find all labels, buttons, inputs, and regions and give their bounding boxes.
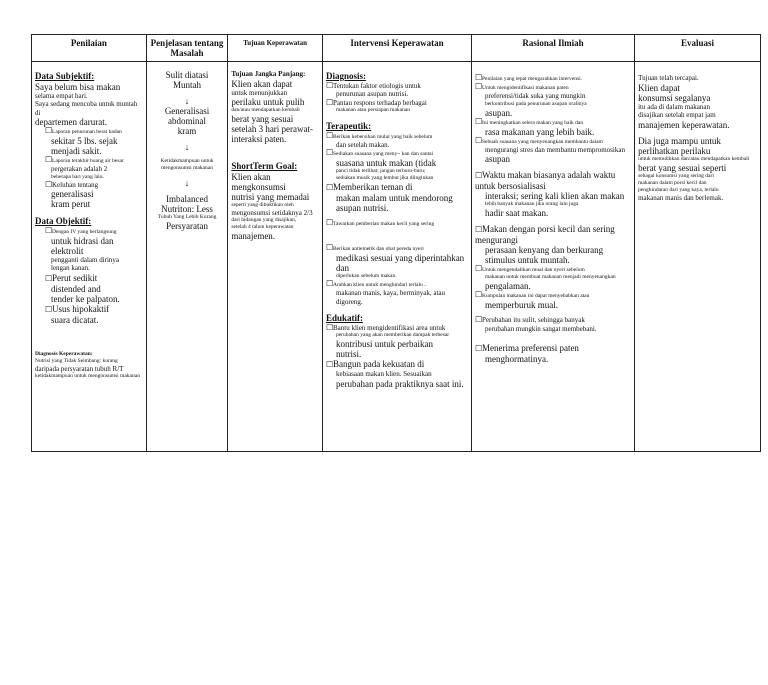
text-line: perubahan mungkin sangat membebani. [484,324,597,333]
text-line: sebagai konsumsi yang sering dari [638,172,714,179]
text-line: Untuk mengendalikan mual dan nyeri sebelum [481,267,585,273]
text-line: sekitar 5 lbs. sejak [51,136,118,146]
checkbox-icon: ☐ [474,315,483,324]
text-line: dan/atau mendapatkan kembali [231,107,300,113]
checkbox-icon: ☐ [474,264,483,273]
edukatif-heading: Edukatif: [325,313,363,323]
text-line: panci tidak terlihat; jangan terburu-buru; [335,168,426,174]
text-line: pergerakan adalah 2 [51,165,108,173]
cell-intervensi [322,62,471,452]
text-line: perubahan pada praktiknya saat ini. [335,378,464,389]
text-line: sediakan musik yang lembut jika diinginkan [335,175,434,181]
checkbox-icon: ☐ [474,73,483,82]
checkbox-icon: ☐ [474,116,483,126]
text-line: pengalaman. [484,281,531,291]
text-line: interaksi paten. [231,134,287,144]
text-line: Imbalanced [166,194,209,204]
short-term-goal-heading: ShortTerm Goal: [231,161,298,171]
text-line: Berikan kebersihan mulut yang baik sebelum [332,133,433,140]
header-evaluasi: Evaluasi [635,35,761,62]
text-line: elektrolit [51,245,84,256]
text-line: makanan manis dan berlemak. [638,193,724,202]
arrow-down-icon: ↓ [184,96,190,106]
nursing-care-plan-table [31,34,761,452]
text-line: manajemen. [231,231,276,241]
text-line: Perut sedikit [52,272,98,283]
header-tujuan: Tujuan Keperawatan [228,35,323,62]
text-line: selama empat hari. [35,91,88,100]
text-line: memperburuk mual. [484,300,558,310]
checkbox-icon: ☐ [325,360,334,369]
text-line: Berikan antiemetik dan obat pereda nyeri [332,246,424,252]
care-plan-sheet [31,34,761,452]
text-line: abdominal [168,116,207,126]
checkbox-icon: ☐ [45,126,53,135]
checkbox-icon: ☐ [325,218,334,227]
checkbox-icon: ☐ [45,273,53,283]
text-line: Untuk mengidentifikasi makanan paten [481,85,569,91]
text-line: Tujuan telah tercapai. [638,74,699,82]
text-line: rasa makanan yang lebih baik. [484,126,595,137]
text-line: itu ada di dalam makanan [638,102,711,111]
checkbox-icon: ☐ [45,304,53,314]
checkbox-icon: ☐ [45,225,53,235]
text-line: Laporan penurunan berat badan [52,129,122,135]
checkbox-icon: ☐ [325,183,334,192]
text-line: seperti yang dibuktikan oleh [231,201,294,208]
text-line: generalisasi [51,189,94,199]
text-line: Saya sedang mencoba untuk muntah di [35,100,138,117]
text-line: Dia juga mampu untuk [638,135,721,146]
text-line: untuk hidrasi dan [51,235,114,246]
checkbox-icon: ☐ [474,135,483,145]
text-line: Bantu klien mengidentifikasi area untuk [332,323,446,332]
text-line: pengganti dalam dirinya [51,255,120,264]
checkbox-icon: ☐ [474,82,483,91]
text-line: Saya belum bisa makan [35,81,121,92]
terapeutik-heading: Terapeutik: [325,121,372,131]
text-line: penurunan asupan nutrisi. [335,90,409,98]
text-line: Tawarkan pemberian makan kecil yang sering [332,221,435,227]
text-line: Dengan IV yang berlangsung [52,228,117,235]
text-line: dari hidangan yang disajikan, [231,217,297,223]
checkbox-icon: ☐ [325,148,334,157]
checkbox-icon: ☐ [474,290,483,299]
text-line: Generalisasi [164,106,210,116]
text-line: Bangun pada kekuatan di [332,359,425,369]
text-line: disajikan setelah empat jam [638,111,716,119]
header-penilaian: Penilaian [32,35,147,62]
data-objektif-heading: Data Objektif: [35,216,92,226]
table-row [32,62,761,452]
text-line: Sulit diatasi [165,70,209,80]
header-intervensi: Intervensi Keperawatan [322,35,471,62]
text-line: Sediakan suasana yang meny~ kan dan santai [332,151,434,157]
text-line: Makan dengan porsi kecil dan sering mengurangi [474,224,615,245]
text-line: perasaan kenyang dan berkurang [484,245,604,255]
text-line: nutrisi. [335,349,362,359]
text-line: Laporan terakhir buang air besar [52,158,124,164]
text-line: asupan [484,154,510,164]
text-line: setelah 4 tahun keperawatan [231,224,294,230]
text-line: manajemen keperawatan. [638,119,730,130]
text-line: Pantau respons terhadap berbagai [332,98,427,107]
text-line: menghormatinya. [484,354,549,364]
cell-penjelasan [146,62,228,452]
tujuan-jangka-panjang-heading: Tujuan Jangka Panjang: [231,70,306,78]
text-line: makanan dalam porsi kecil dan [638,179,707,186]
diagnosis-keperawatan-heading: Diagnosis Keperawatan: [35,350,93,357]
checkbox-icon: ☐ [325,97,334,107]
text-line: Penilaian yang tepat mengarahkan intervensi. [481,76,583,82]
text-line: suara dicatat. [51,314,99,325]
text-line: perubahan yang akan memberikan dampak terbesar [335,332,450,338]
text-line: nutrisi yang memadai [231,191,310,202]
text-line: Ini meningkatkan selera makan yang baik dan [481,119,584,126]
text-line: lengan kanan. [51,264,90,272]
text-line: Muntah [173,80,202,90]
text-line: setelah 3 hari perawat- [231,124,314,134]
checkbox-icon: ☐ [325,322,334,332]
text-line: beberapa hari yang lalu. [51,173,104,180]
data-subjektif-heading: Data Subjektif: [35,71,95,81]
text-line: stimulus untuk muntah. [484,255,570,265]
text-line: daripada persyaratan tubuh R/T [35,364,124,373]
text-line: makanan atau persiapan makanan [335,107,411,113]
cell-rasional [471,62,634,452]
text-line: Perubahan itu sulit, sehingga banyak [481,316,585,324]
text-line: Nutriton: Less [161,204,213,214]
checkbox-icon: ☐ [325,243,334,252]
text-line: tender ke palpaton. [51,293,120,304]
checkbox-icon: ☐ [45,155,53,164]
text-line: penghindaran dari yang kaya, terlalu [638,186,719,193]
table-header-row [32,35,761,62]
checkbox-icon: ☐ [325,279,334,288]
text-line: Usus hipokaktif [52,303,110,314]
text-line: hadir saat makan. [484,208,549,218]
text-line: kebiasaan makan klien. Sesuaikan [335,370,432,378]
text-line: Klien akan dapat [231,78,293,89]
header-rasional: Rasional Ilmiah [471,35,634,62]
cell-tujuan [228,62,323,452]
text-line: suasana untuk makan (tidak [335,158,437,168]
text-line: makanan untuk membuat makanan menjadi menyenangkan [484,274,616,280]
text-line: asupan. [484,107,513,118]
text-line: Tubuh Yang Lebih Kurang [157,214,217,220]
text-line: perlihatkan perilaku [638,145,711,156]
text-line: Arahkan klien untuk menghindari terlalu .. [332,282,427,288]
text-line: preferensi/tidak suka yang mungkin [484,92,586,100]
text-line: makanan manis, kaya, berminyak, atau digoreng. [335,289,446,306]
cell-evaluasi [635,62,761,452]
text-line: mengurangi stres dan membantu mempromosikan [484,145,625,154]
checkbox-icon: ☐ [474,344,483,353]
text-line: konsumsi segalanya [638,92,711,103]
diagnosis-heading: Diagnosis: [325,71,366,81]
text-line: menjadi sakit. [51,146,102,156]
text-line: berat yang sesuai seperti [638,162,727,173]
text-line: ketidakmampuan untuk mengonsumsi makanan [35,373,140,379]
text-line: berkontribusi pada penurunan asupan orallnya [484,100,587,107]
checkbox-icon: ☐ [474,171,483,180]
checkbox-icon: ☐ [474,225,483,234]
text-line: perilaku untuk pulih [231,97,305,107]
text-line: makan malam untuk mendorong [335,193,453,203]
text-line: Menerima preferensi paten [481,343,579,353]
text-line: Ketidakmampuan untuk [160,158,214,164]
text-line: Persyaratan [166,221,209,231]
text-line: kram perut [51,199,91,209]
text-line: departemen darurat. [35,117,107,127]
checkbox-icon: ☐ [325,130,334,140]
text-line: interaksi; sering kali klien akan makan [484,191,625,201]
text-line: Nutrisi yang Tidak Seimbang: kurang [35,357,118,364]
text-line: Sebuah suasana yang menyenangkan membantu dalam [481,138,603,145]
text-line: Klien akan mengkonsumsi [231,171,286,192]
text-line: Klien dapat [638,82,680,93]
text-line: Waktu makan biasanya adalah waktu untuk bersosialisasi [474,170,616,191]
arrow-down-icon: ↓ [184,178,190,188]
text-line: kram [177,126,197,136]
text-line: dan setelah makan. [335,140,390,149]
arrow-down-icon: ↓ [184,142,190,152]
checkbox-icon: ☐ [325,80,334,90]
cell-penilaian [32,62,147,452]
text-line: berat yang sesuai [231,114,294,124]
text-line: asupan nutrisi. [335,203,389,213]
text-line: mengonsumsi setidaknya 2/3 [231,208,313,217]
text-line: untuk menunjukkan [231,88,288,97]
text-line: untuk memulihkan dan/atau mendapatkan kembali [638,155,750,162]
header-penjelasan: Penjelasan tentang Masalah [146,35,228,62]
text-line: Memberikan teman di [332,182,413,192]
text-line: lebih banyak makanan jika orang lain juga [484,201,579,207]
text-line: Kumpulan makanan ini dapat menyebabkan atau [481,293,590,299]
text-line: diperlukan sebelum makan. [335,273,397,279]
text-line: kontribusi untuk perbaikan [335,339,433,349]
text-line: mengonsumsi makanan [161,165,213,171]
checkbox-icon: ☐ [45,179,53,189]
text-line: Keluhan tentang [52,180,99,189]
text-line: medikasi sesuai yang diperintahkan dan [335,253,465,273]
text-line: Tentukan faktor etiologis untuk [332,81,421,90]
text-line: distended and [51,283,101,294]
